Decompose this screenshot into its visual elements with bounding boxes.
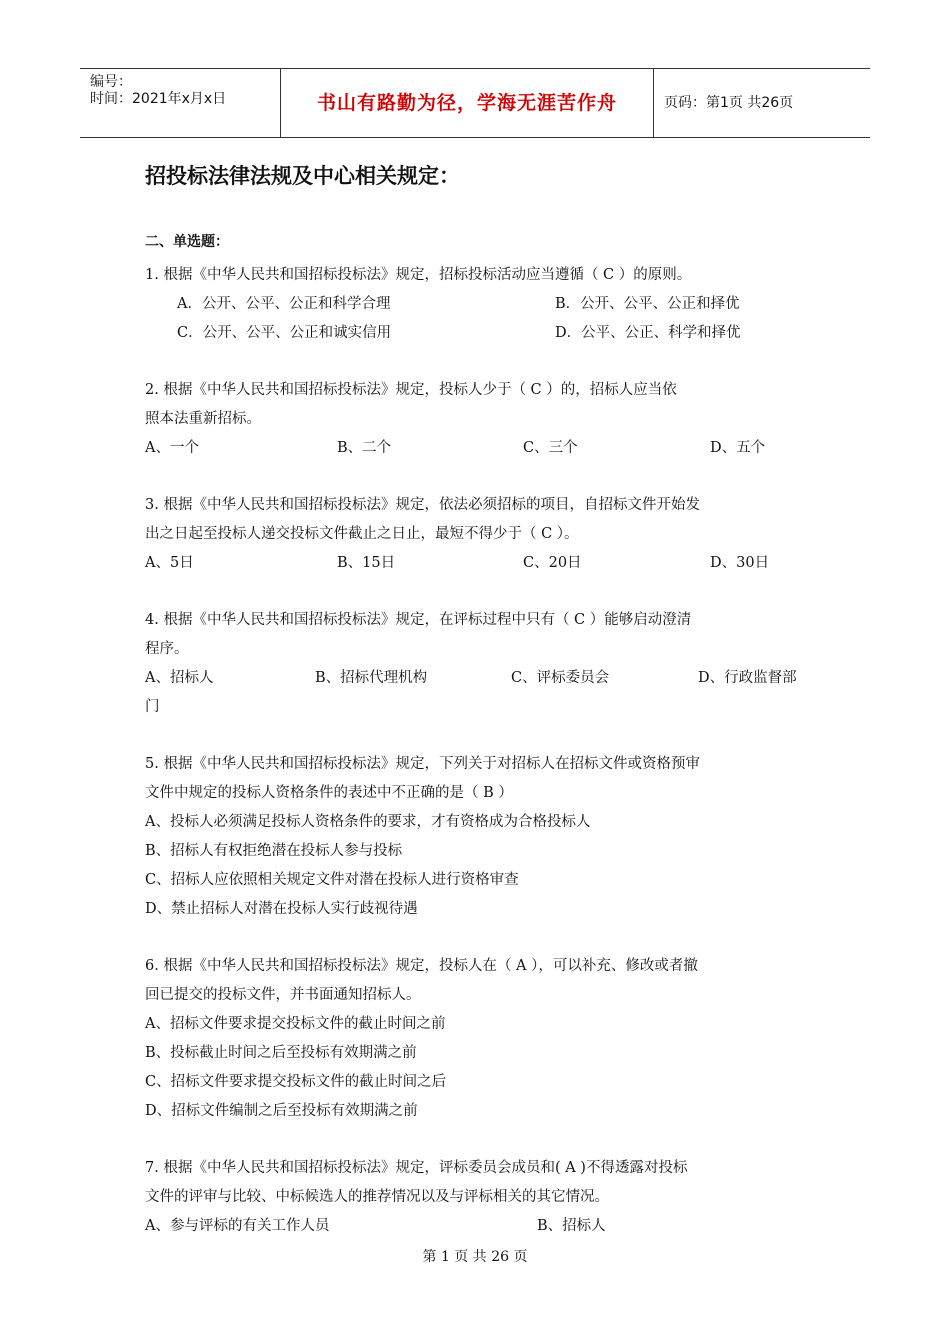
option-a: A、参与评标的有关工作人员: [145, 1218, 330, 1234]
question-text-cont: 文件中规定的投标人资格条件的表述中不正确的是（ B ）: [145, 785, 513, 801]
option-a: A、一个: [145, 440, 199, 456]
option-c: C、20日: [523, 555, 582, 571]
option-b: B、招标人有权拒绝潜在投标人参与投标: [145, 843, 403, 859]
option-c: C、评标委员会: [511, 670, 610, 686]
header-motto: 书山有路勤为径，学海无涯苦作舟: [281, 69, 654, 137]
option-b: B、15日: [337, 555, 396, 571]
page-footer: 第 1 页 共 26 页: [422, 1249, 528, 1265]
header-page-label: 页码：第1页 共26页: [664, 95, 794, 111]
question-5: [145, 750, 815, 924]
option-c: C．公开、公平、公正和诚实信用: [177, 325, 392, 341]
option-a: A、招标文件要求提交投标文件的截止时间之前: [145, 1016, 446, 1032]
option-d: D、五个: [710, 440, 766, 456]
question-text-cont: 文件的评审与比较、中标候选人的推荐情况以及与评标相关的其它情况。: [145, 1189, 609, 1205]
question-7: [145, 1154, 815, 1241]
option-d: D、禁止招标人对潜在投标人实行歧视待遇: [145, 901, 418, 917]
question-text: 7. 根据《中华人民共和国招标投标法》规定，评标委员会成员和( A )不得透露对投标: [145, 1160, 688, 1176]
option-b: B、招标代理机构: [315, 670, 428, 686]
option-b: B、招标人: [537, 1218, 606, 1234]
question-text: 3. 根据《中华人民共和国招标投标法》规定，依法必须招标的项目，自招标文件开始发: [145, 497, 700, 513]
question-6: [145, 952, 815, 1126]
question-text: 6. 根据《中华人民共和国招标投标法》规定，投标人在（ A ），可以补充、修改或者撤: [145, 958, 698, 974]
question-text: 4. 根据《中华人民共和国招标投标法》规定，在评标过程中只有（ C ）能够启动澄清: [145, 612, 692, 628]
option-b: B、投标截止时间之后至投标有效期满之前: [145, 1045, 417, 1061]
question-text-cont: 照本法重新招标。: [145, 411, 261, 427]
option-d: D、30日: [710, 555, 770, 571]
option-d: D．公平、公正、科学和择优: [555, 325, 741, 341]
option-a: A．公开、公平、公正和科学合理: [177, 296, 391, 312]
option-d: D、招标文件编制之后至投标有效期满之前: [145, 1103, 418, 1119]
question-text: 1. 根据《中华人民共和国招标投标法》规定，招标投标活动应当遵循（ C ）的原则。: [145, 267, 692, 283]
question-2: [145, 376, 815, 463]
question-text-cont: 出之日起至投标人递交投标文件截止之日止，最短不得少于（ C ）。: [145, 526, 579, 542]
time-label: 时间：2021年x月x日: [90, 91, 227, 107]
question-1: [145, 261, 815, 348]
number-label: 编号：: [90, 74, 132, 90]
option-a: A、招标人: [145, 670, 214, 686]
option-c: C、招标人应依照相关规定文件对潜在投标人进行资格审查: [145, 872, 519, 888]
option-b: B．公开、公平、公正和择优: [555, 296, 740, 312]
option-b: B、二个: [337, 440, 392, 456]
question-text: 5. 根据《中华人民共和国招标投标法》规定，下列关于对招标人在招标文件或资格预审: [145, 756, 700, 772]
question-text-cont: 程序。: [145, 641, 189, 657]
question-4: [145, 606, 815, 722]
option-d-wrap: 门: [145, 699, 160, 715]
question-text: 2. 根据《中华人民共和国招标投标法》规定，投标人少于（ C ）的，招标人应当依: [145, 382, 677, 398]
question-list: [145, 232, 815, 1269]
section-heading: 二、单选题：: [145, 234, 229, 250]
option-a: A、5日: [145, 555, 194, 571]
option-c: C、三个: [523, 440, 578, 456]
question-text-cont: 回已提交的投标文件，并书面通知招标人。: [145, 987, 421, 1003]
option-a: A、投标人必须满足投标人资格条件的要求，才有资格成为合格投标人: [145, 814, 591, 830]
page-header: [80, 68, 870, 138]
option-d: D、行政监督部: [698, 670, 797, 686]
header-meta: [80, 69, 281, 137]
option-c: C、招标文件要求提交投标文件的截止时间之后: [145, 1074, 447, 1090]
question-3: [145, 491, 815, 578]
document-title: 招投标法律法规及中心相关规定：: [145, 164, 460, 188]
